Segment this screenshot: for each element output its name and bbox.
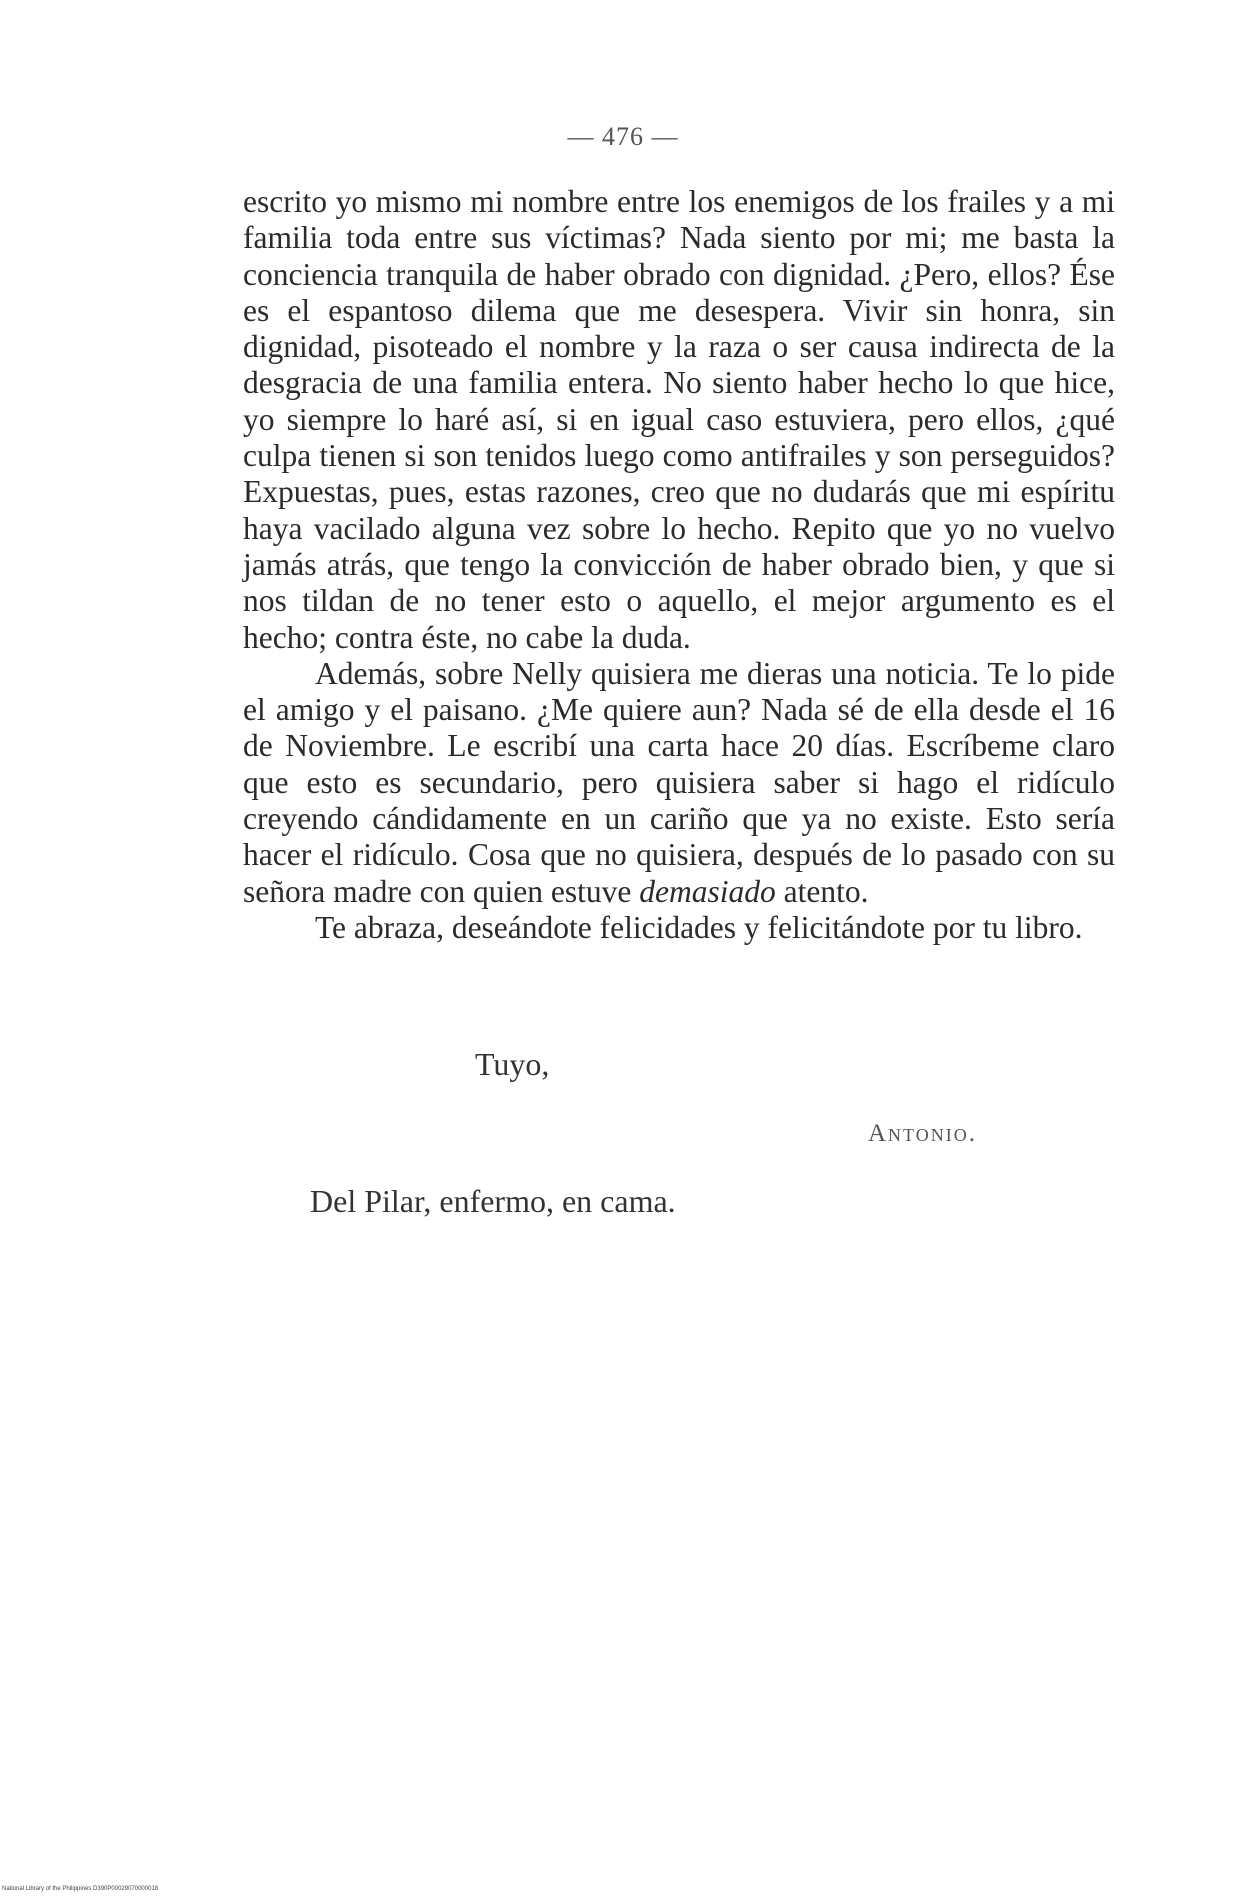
signature: Antonio. bbox=[868, 1120, 977, 1147]
page-number: — 476 — bbox=[567, 122, 679, 151]
closing: Tuyo, bbox=[475, 1046, 550, 1082]
letter-body bbox=[243, 184, 1115, 946]
paragraph-1: escrito yo mismo mi nombre entre los enemigos de los frailes y a mi familia toda entre sus víctimas? Nada siento por mi; me basta la conciencia tranquila de haber obrado con dignidad. ¿Pero, ellos? Ése es el espantoso dilema que me desespera. Vivir sin honra, sin dignidad, pisoteado el nombre y la raza o ser causa indirecta de la desgracia de una familia entera. No siento haber hecho lo que hice, yo siempre lo haré así, si en igual caso estuviera, pero ellos, ¿qué culpa tienen si son tenidos luego como antifrailes y son perseguidos? Expuestas, pues, estas razones, creo que no dudarás que mi espíritu haya vacilado alguna vez sobre lo hecho. Repito que yo no vuelvo jamás atrás, que tengo la convicción de haber obrado bien, y que si nos tildan de no tener esto o aquello, el mejor argumento es el hecho; contra éste, no cabe la duda. bbox=[243, 184, 1115, 655]
emphasis-word: demasiado bbox=[639, 873, 776, 909]
paragraph-2-text: Además, sobre Nelly quisiera me dieras una noticia. Te lo pide el amigo y el paisano. ¿Me quiere aun? Nada sé de ella desde el 16 de Noviembre. Le escribí una carta hace 20 días. Escríbeme claro que esto es secundario, pero quisiera saber si hago el ridículo creyendo cándidamente en un cariño que ya no existe. Esto sería hacer el ridículo. Cosa que no quisiera, después de lo pasado con su señora madre con quien estuve bbox=[243, 655, 1115, 909]
footer-watermark: National Library of the Philippines D390P00029070000018 bbox=[2, 1886, 159, 1892]
postscript: Del Pilar, enfermo, en cama. bbox=[310, 1183, 676, 1219]
paragraph-2 bbox=[243, 656, 1115, 910]
paragraph-3: Te abraza, deseándote felicidades y felicitándote por tu libro. bbox=[315, 909, 1083, 945]
paragraph-2-end: atento. bbox=[783, 873, 869, 909]
